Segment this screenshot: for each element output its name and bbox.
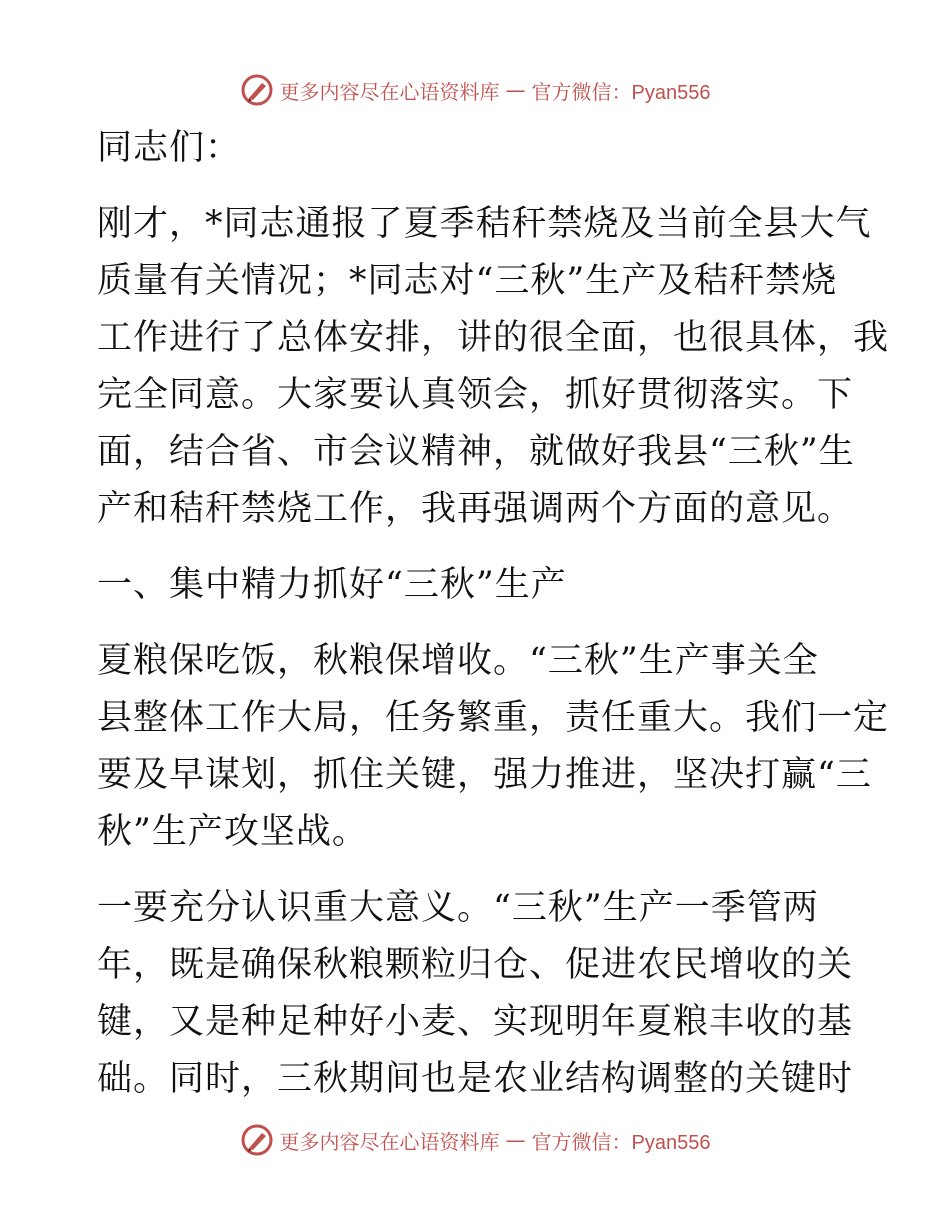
- watermark-wechat: 官方微信：Pyan556: [531, 81, 711, 104]
- document-body: [97, 120, 890, 1108]
- pen-logo-icon: [240, 1123, 274, 1157]
- watermark-brand: 更多内容尽在心语资料库: [279, 1129, 500, 1154]
- text-line: 要及早谋划，抓住关键，强力推进，坚决打赢“三: [97, 755, 872, 795]
- section-paragraph: [97, 880, 857, 1108]
- text-line: 础。同时，三秋期间也是农业结构调整的关键时: [97, 1059, 854, 1099]
- watermark-wechat: 官方微信：Pyan556: [531, 1131, 711, 1154]
- header-watermark: [0, 70, 950, 110]
- section-paragraph: [97, 633, 890, 861]
- watermark-brand: 更多内容尽在心语资料库: [279, 79, 500, 104]
- text-line: 完全同意。大家要认真领会，抓好贯彻落实。下: [97, 375, 854, 415]
- text-line: 同志们：: [97, 128, 242, 168]
- text-line: 质量有关情况；*同志对“三秋”生产及秸秆禁烧: [97, 261, 838, 301]
- watermark-dash: —: [505, 78, 526, 102]
- watermark-dash: —: [505, 1128, 526, 1152]
- text-line: 键，又是种足种好小麦、实现明年夏粮丰收的基: [97, 1002, 854, 1042]
- text-line: 工作进行了总体安排，讲的很全面，也很具体，我: [97, 318, 890, 358]
- section-heading: [97, 557, 857, 614]
- text-line: 县整体工作大局，任务繁重，责任重大。我们一定: [97, 698, 890, 738]
- text-line: 面，结合省、市会议精神，就做好我县“三秋”生: [97, 432, 855, 472]
- text-line: 夏粮保吃饭，秋粮保增收。“三秋”生产事关全: [97, 641, 819, 681]
- text-line: 刚才，*同志通报了夏季秸秆禁烧及当前全县大气: [97, 204, 872, 244]
- text-line: 秋”生产攻坚战。: [97, 812, 368, 852]
- text-line: 一要充分认识重大意义。“三秋”生产一季管两: [97, 888, 819, 928]
- footer-watermark: [0, 1120, 950, 1160]
- intro-paragraph: [97, 196, 890, 538]
- text-line: 年，既是确保秋粮颗粒归仓、促进农民增收的关: [97, 945, 854, 985]
- text-line: 一、集中精力抓好“三秋”生产: [97, 565, 567, 605]
- text-line: 产和秸秆禁烧工作，我再强调两个方面的意见。: [97, 489, 854, 529]
- pen-logo-icon: [240, 73, 274, 107]
- salutation: [97, 120, 857, 177]
